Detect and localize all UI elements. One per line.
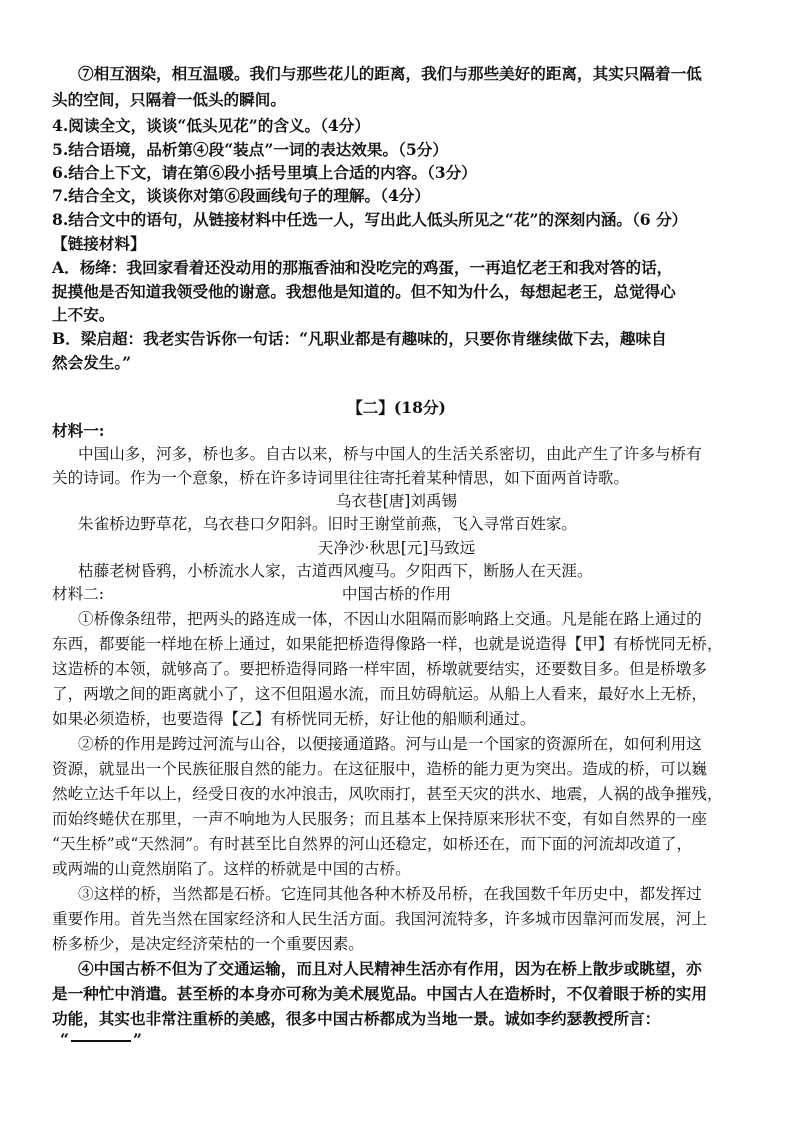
question-6: 6.结合上下文，请在第⑥段小括号里填上合适的内容。（3分） xyxy=(52,163,477,182)
link-material-header: 【链接材料】 xyxy=(52,234,146,253)
paragraph-7-line-1: ⑦相互洇染，相互温暖。我们与那些花儿的距离，我们与那些美好的距离，其实只隔着一低 xyxy=(78,64,702,83)
paragraph-4-line-1: ④中国古桥不但为了交通运输，而且对人民精神生活亦有作用，因为在桥上散步或眺望，亦 xyxy=(78,959,702,978)
material-1-label: 材料一: xyxy=(52,421,105,440)
paragraph-1-line-4: 了，两墩之间的距离就小了，这不但阻遏水流，而且妨碍航运。从船上人看来，最好水上无桥， xyxy=(52,685,707,703)
poem-2-title: 天净沙·秋思[元]马致远 xyxy=(317,539,476,557)
question-8: 8.结合文中的语句，从链接材料中任选一人，写出此人低头所见之“花”的深刻内涵。（6 分） xyxy=(52,210,688,229)
paragraph-3-line-3: 桥多桥少，是决定经济荣枯的一个重要因素。 xyxy=(52,935,364,953)
paragraph-1-line-3: 这造桥的本领，就够高了。要把桥造得同路一样牢固，桥墩就要结实，还要数目多。但是桥墩多 xyxy=(52,660,707,678)
quote-blank xyxy=(60,1030,142,1050)
paragraph-3-line-1: ③这样的桥，当然都是石桥。它连同其他各种木桥及吊桥，在我国数千年历史中，都发挥过 xyxy=(78,885,702,903)
paragraph-7-line-2: 头的空间，只隔着一低头的瞬间。 xyxy=(52,90,286,109)
material-2-title: 中国古桥的作用 xyxy=(341,585,452,603)
material-1-line-2: 关的诗词。作为一个意象，桥在许多诗词里往往寄托着某种情思，如下面两首诗歌。 xyxy=(52,469,629,487)
answer-blank-line xyxy=(71,1040,131,1042)
paragraph-1-line-2: 东西，都要能一样地在桥上通过，如果能把桥造得像路一样，也就是说造得【甲】有桥恍同无桥， xyxy=(52,635,723,653)
link-material-a-line-1: A．杨绛：我回家看着还没动用的那瓶香油和没吃完的鸡蛋，一再追忆老王和我对答的话， xyxy=(52,258,673,277)
paragraph-2-line-5: “天生桥”或“天然洞”。有时甚至比自然界的河山还稳定，如桥还在，而下面的河流却改道了， xyxy=(52,835,693,853)
material-2-label: 材料二: xyxy=(52,585,105,603)
quote-open-mark: “ xyxy=(60,1030,69,1049)
paragraph-1-line-1: ①桥像条纽带，把两头的路连成一体，不因山水阻隔而影响路上交通。凡是能在路上通过的 xyxy=(78,610,702,628)
paragraph-2-line-2: 资源，就显出一个民族征服自然的能力。在这征服中，造桥的能力更为突出。造成的桥，可以巍 xyxy=(52,760,707,778)
quote-close-mark: ” xyxy=(132,1030,142,1049)
poem-2-text: 枯藤老树昏鸦，小桥流水人家，古道西风瘦马。夕阳西下，断肠人在天涯。 xyxy=(78,562,593,580)
paragraph-2-line-4: 而始终蜷伏在那里，一声不响地为人民服务；而且基本上保持原来形状不变，有如自然界的一座 xyxy=(52,810,707,828)
material-1-line-1: 中国山多，河多，桥也多。自古以来，桥与中国人的生活关系密切，由此产生了许多与桥有 xyxy=(78,445,702,463)
paragraph-1-line-5: 如果必须造桥，也要造得【乙】有桥恍同无桥，好让他的船顺利通过。 xyxy=(52,710,536,728)
link-material-b-line-2: 然会发生。” xyxy=(52,353,132,372)
paragraph-4-line-3: 功能，其实也非常注重桥的美感，很多中国古桥都成为当地一景。诚如李约瑟教授所言： xyxy=(52,1009,661,1028)
link-material-a-line-2: 捉摸他是否知道我领受他的谢意。我想他是知道的。但不知为什么，每想起老王，总觉得心 xyxy=(52,282,676,301)
paragraph-2-line-6: 或两端的山竟然崩陷了。这样的桥就是中国的古桥。 xyxy=(52,860,411,878)
paragraph-2-line-1: ②桥的作用是跨过河流与山谷，以便接通道路。河与山是一个国家的资源所在，如何利用这 xyxy=(78,735,702,753)
question-5: 5.结合语境，品析第④段“装点”一词的表达效果。（5分） xyxy=(52,140,448,159)
poem-1-title: 乌衣巷[唐]刘禹锡 xyxy=(335,492,458,510)
paragraph-3-line-2: 重要作用。首先当然在国家经济和人民生活方面。我国河流特多，许多城市因靠河而发展，河上 xyxy=(52,910,707,928)
poem-1-text: 朱雀桥边野草花，乌衣巷口夕阳斜。旧时王谢堂前燕，飞入寻常百姓家。 xyxy=(78,515,578,533)
paragraph-2-line-3: 然屹立达千年以上，经受日夜的水冲浪击，风吹雨打，甚至天灾的洪水、地震，人祸的战争摧残， xyxy=(52,785,723,803)
link-material-b-line-1: B．梁启超：我老实告诉你一句话：“凡职业都是有趣味的，只要你肯继续做下去，趣味自 xyxy=(52,329,667,348)
paragraph-4-line-2: 是一种忙中消遣。甚至桥的本身亦可称为美术展览品。中国古人在造桥时，不仅着眼于桥的实用 xyxy=(52,984,707,1003)
question-4: 4.阅读全文，谈谈“低头见花”的含义。（4分） xyxy=(52,116,370,135)
link-material-a-line-3: 上不安。 xyxy=(52,305,115,324)
section-2-heading: 【二】(18分) xyxy=(347,398,446,417)
question-7: 7.结合全文，谈谈你对第⑥段画线句子的理解。（4分） xyxy=(52,186,430,205)
